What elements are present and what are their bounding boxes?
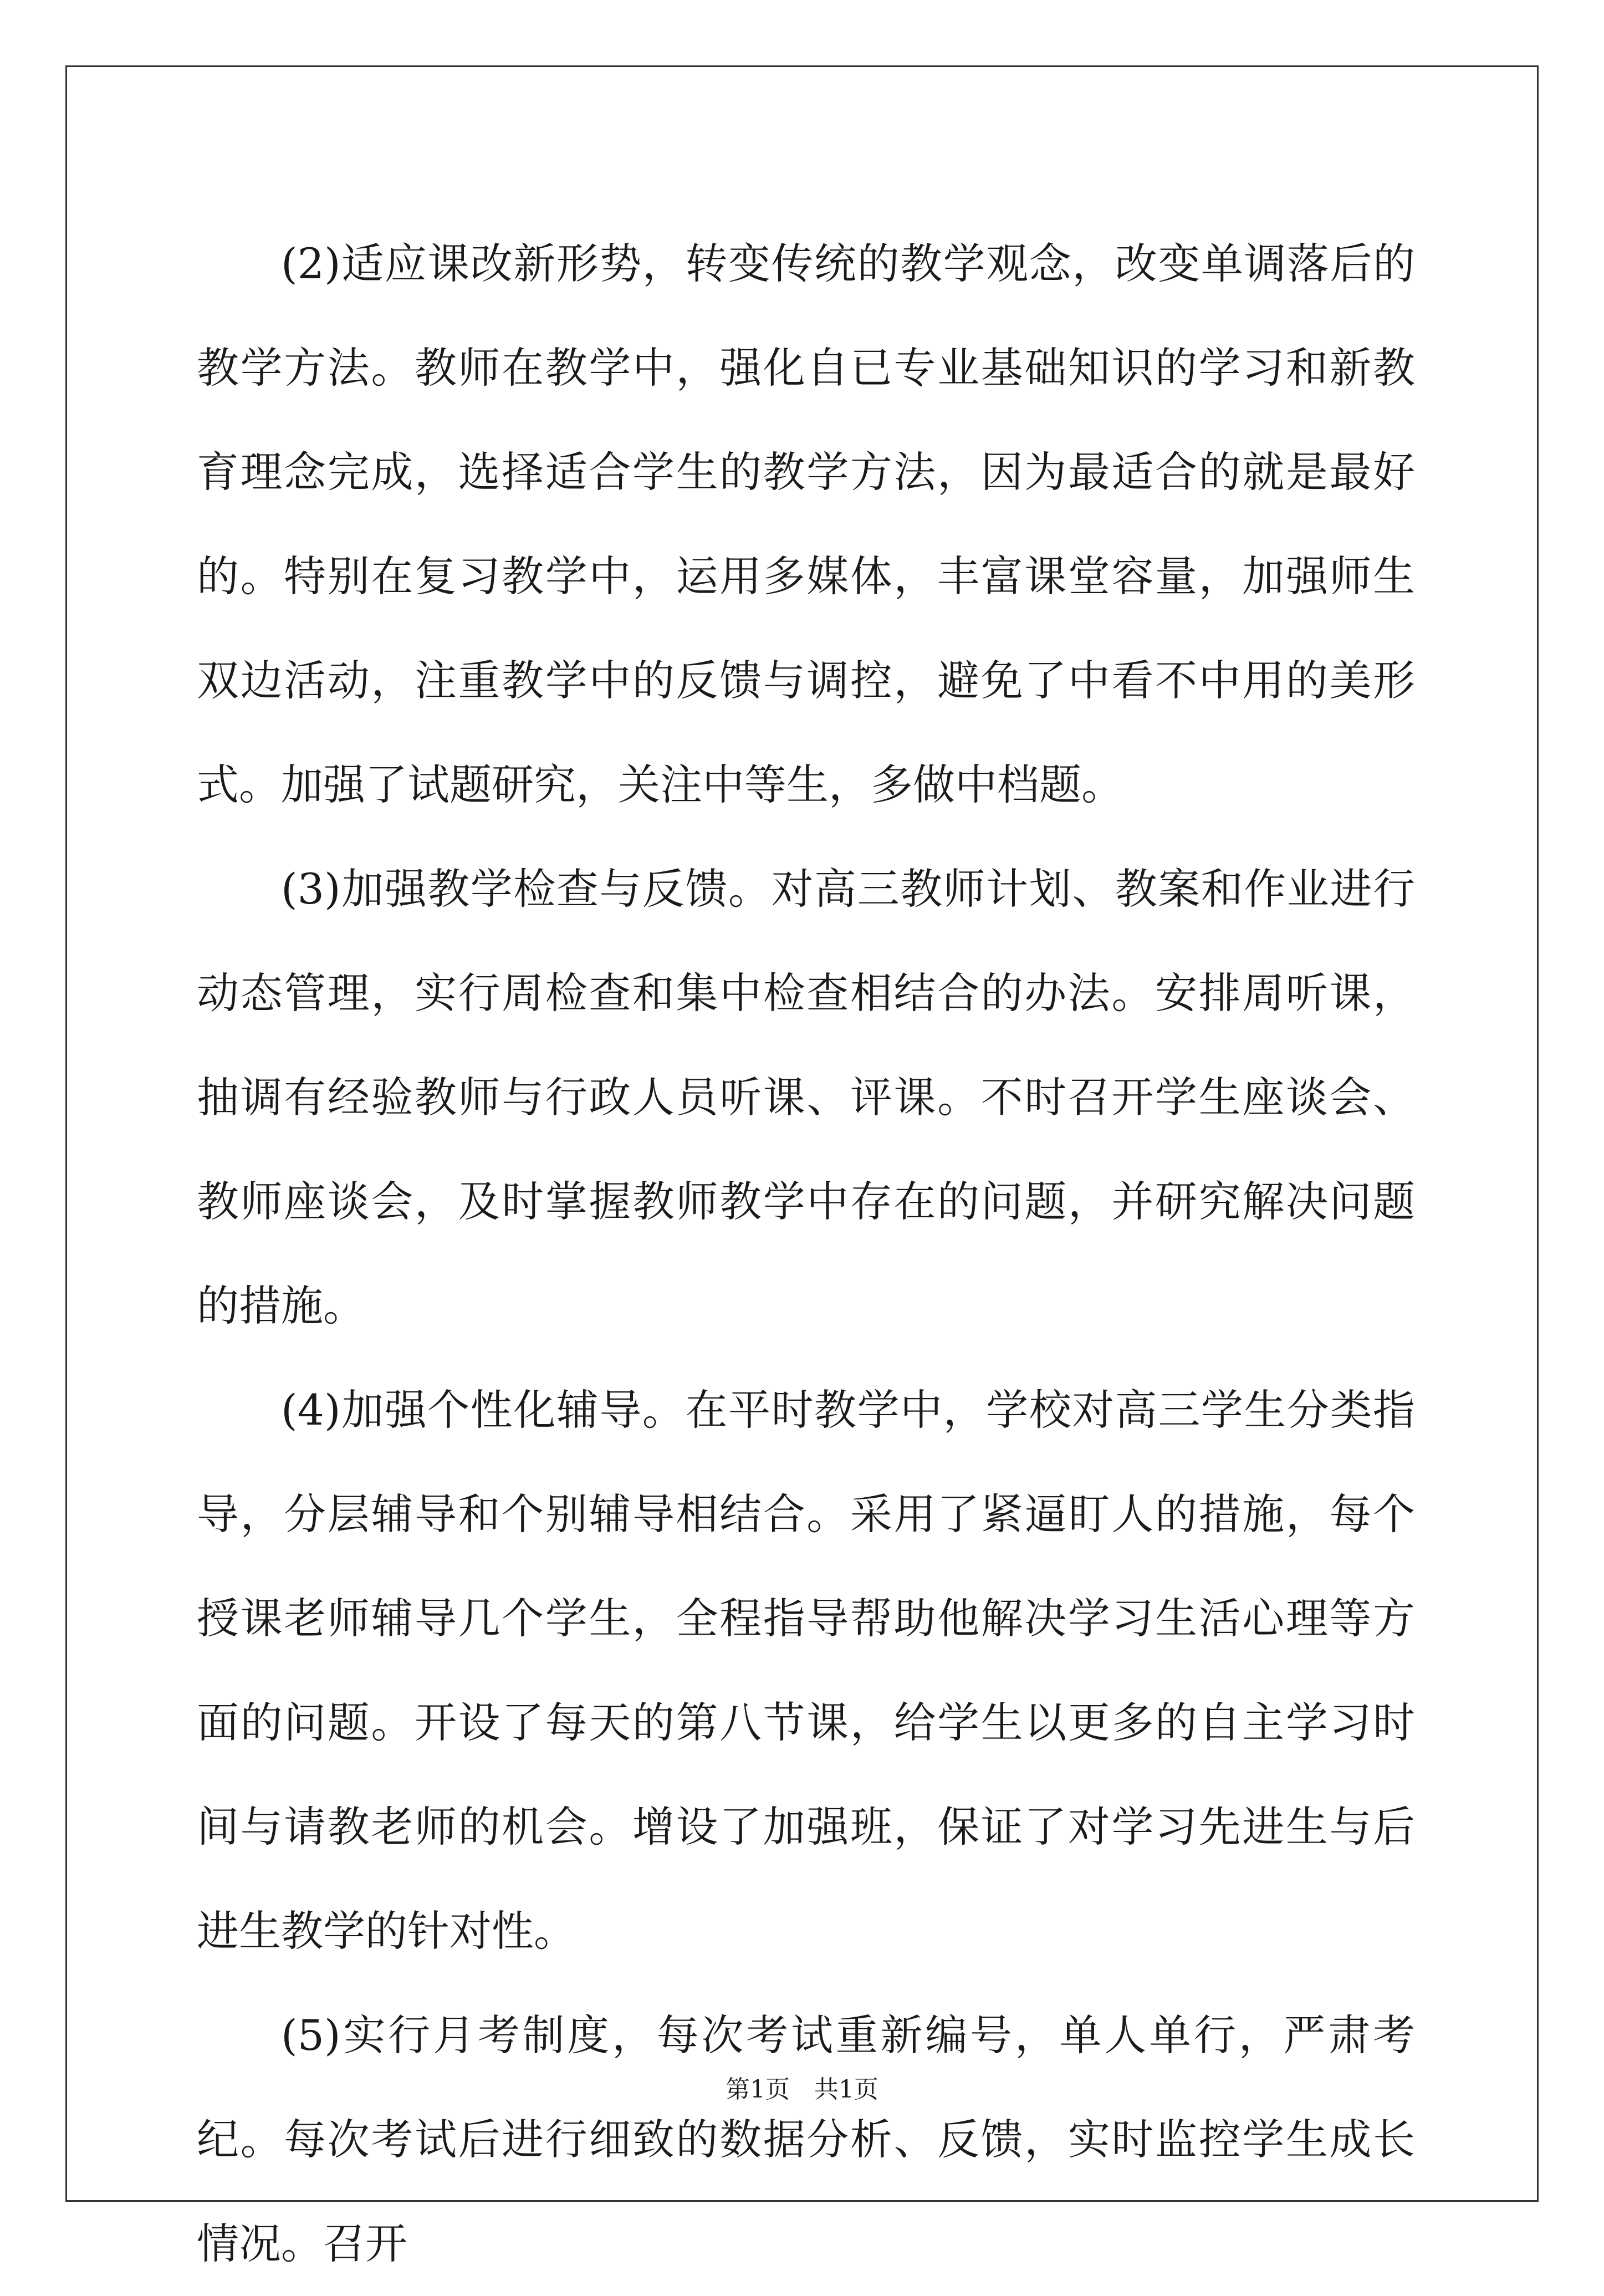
- paragraph-2: (2)适应课改新形势，转变传统的教学观念，改变单调落后的教学方法。教师在教学中，强化自已专业基础知识的学习和新教育理念完成，选择适合学生的教学方法，因为最适合的就是最好的。特别在复习教学中，运用多媒体，丰富课堂容量，加强师生双边活动，注重教学中的反馈与调控，避免了中看不中用的美形式。加强了试题研究，关注中等生，多做中档题。: [197, 239, 1415, 809]
- paragraph-5: (5)实行月考制度，每次考试重新编号，单人单行，严肃考纪。每次考试后进行细致的数据分析、反馈，实时监控学生成长情况。召开: [197, 2011, 1415, 2268]
- paragraph-4: (4)加强个性化辅导。在平时教学中，学校对高三学生分类指导，分层辅导和个别辅导相结合。采用了紧逼盯人的措施，每个授课老师辅导几个学生，全程指导帮助他解决学习生活心理等方面的问题。开设了每天的第八节课，给学生以更多的自主学习时间与请教老师的机会。增设了加强班，保证了对学习先进生与后进生教学的针对性。: [197, 1385, 1415, 1956]
- document-body: [197, 212, 1415, 2296]
- paragraph-3: (3)加强教学检查与反馈。对高三教师计划、教案和作业进行动态管理，实行周检查和集中检查相结合的办法。安排周听课，抽调有经验教师与行政人员听课、评课。不时召开学生座谈会、教师座谈会，及时掌握教师教学中存在的问题，并研究解决问题的措施。: [197, 864, 1415, 1330]
- page-footer: 第1页 共1页: [726, 2075, 878, 2104]
